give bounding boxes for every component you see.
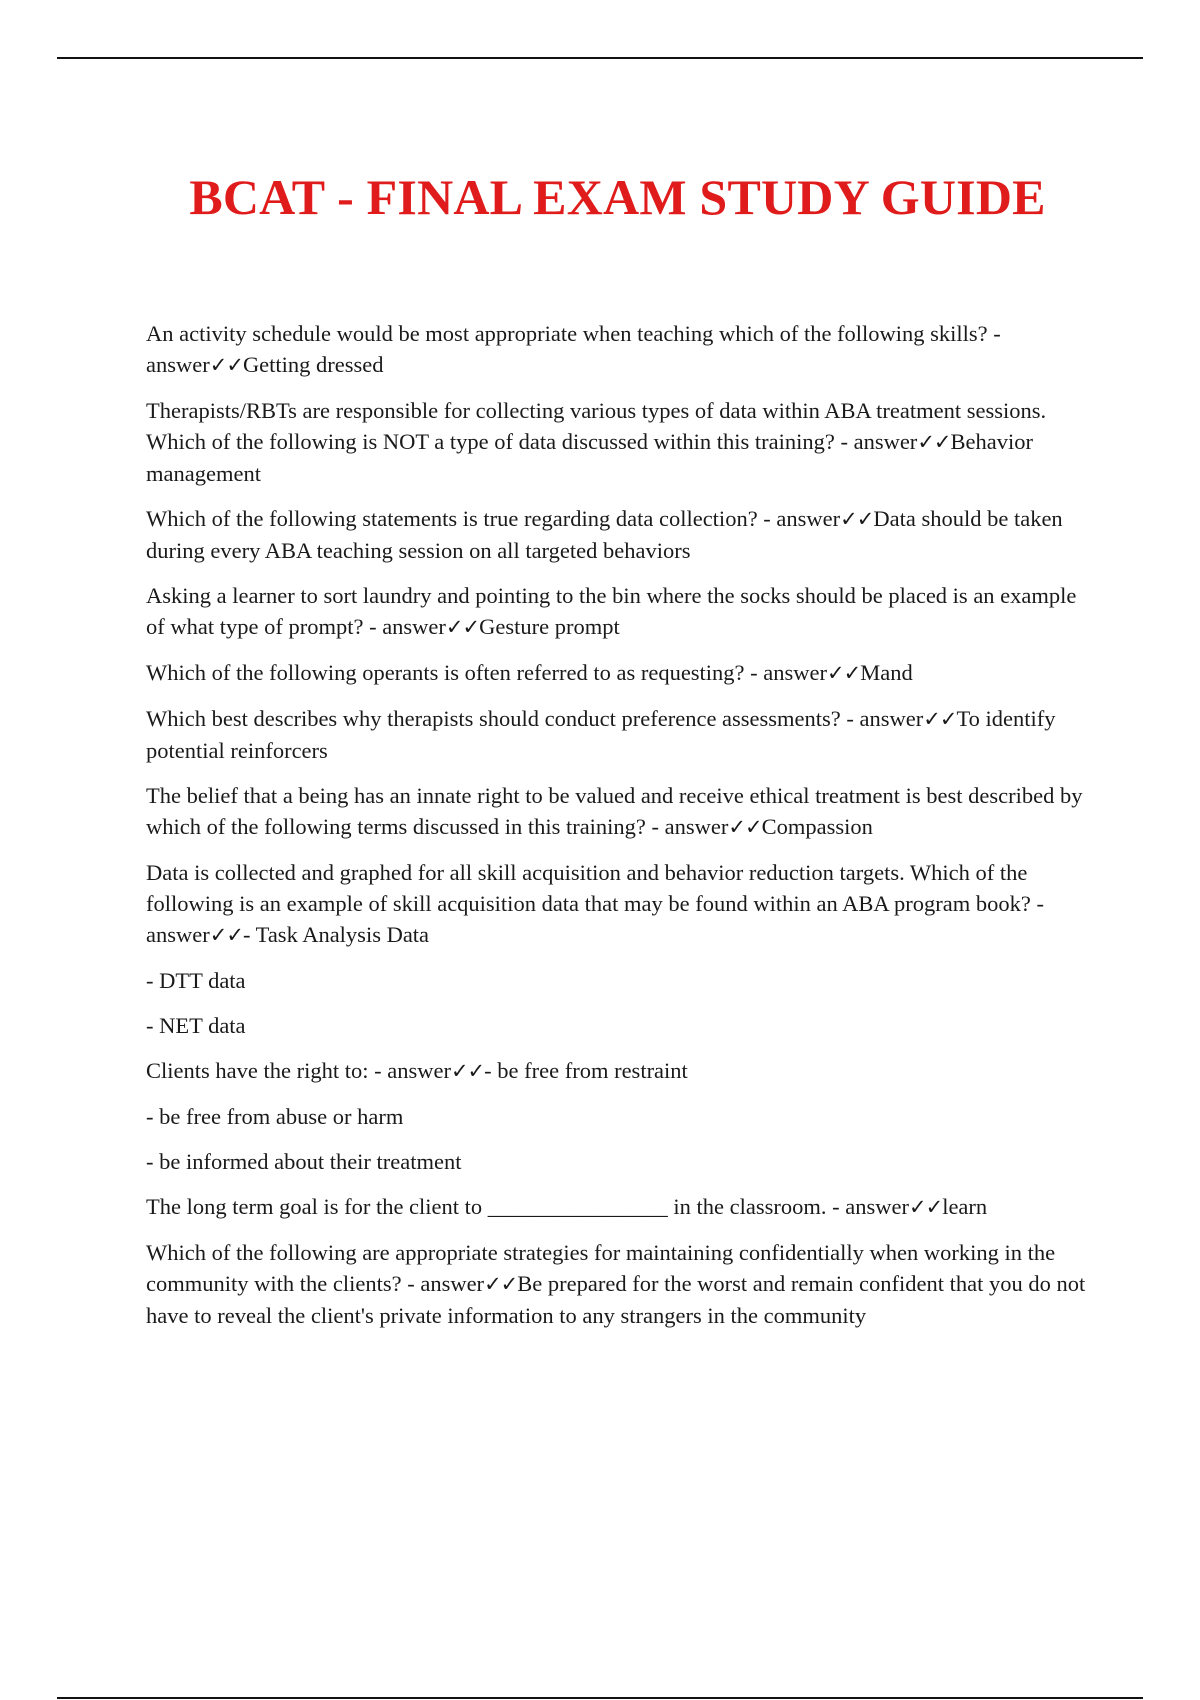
answer-text: learn [942,1194,988,1219]
answer-label [854,429,951,454]
qa-item [146,318,1096,381]
answer-text: Behavior management [146,429,1033,486]
answer-text: - be free from restraint [484,1058,688,1083]
answer-marker: answer [146,352,210,377]
answer-label [420,1271,517,1296]
document-title: BCAT - FINAL EXAM STUDY GUIDE [189,169,1046,225]
answer-marker: answer [664,814,729,839]
list-item: - DTT data [146,968,246,993]
top-rule [57,57,1143,59]
question-text: The belief that a being has an innate right to be valued and receive ethical treatment is best described by which of the following terms discussed in this training? - [146,783,1083,839]
answer-text: Mand [860,660,913,685]
double-check-icon: ✓✓ [484,1272,518,1296]
qa-item [146,857,1096,951]
qa-item [146,580,1096,643]
answer-label [387,1058,484,1083]
answer-label [860,706,957,731]
answer-text: Compassion [761,814,873,839]
list-item: - NET data [146,1013,246,1038]
question-text: An activity schedule would be most appropriate when teaching which of the following skills? - [146,321,1001,346]
double-check-icon: ✓✓ [923,707,957,731]
answer-text: Gesture prompt [479,614,620,639]
qa-item [146,1237,1096,1331]
answer-label [845,1194,942,1219]
answer-text: Getting dressed [242,352,384,377]
answer-marker: answer [387,1058,451,1083]
answer-marker: answer [146,922,210,947]
qa-item [146,703,1096,766]
question-text: Which of the following statements is true regarding data collection? - [146,506,771,531]
answer-label [382,614,479,639]
answer-label [146,352,243,377]
answer-label [763,660,860,685]
double-check-icon: ✓✓ [728,815,762,839]
qa-item [146,503,1096,566]
answer-marker: answer [382,614,446,639]
double-check-icon: ✓✓ [445,615,480,639]
answer-marker: answer [776,506,841,531]
answer-text: To identify potential reinforcers [146,706,1056,763]
list-item: - be informed about their treatment [146,1149,462,1174]
answer-marker: answer [853,429,918,454]
question-text: Which of the following operants is often referred to as requesting? - [146,660,758,685]
question-text: The long term goal is for the client to ________________ in the classroom. - [146,1194,840,1219]
answer-marker: answer [859,706,924,731]
double-check-icon: ✓✓ [450,1059,485,1083]
double-check-icon: ✓✓ [209,353,243,377]
answer-text: Data should be taken during every ABA teaching session on all targeted behaviors [146,506,1063,563]
answer-marker: answer [763,660,828,685]
double-check-icon: ✓✓ [917,430,951,454]
answer-text: - Task Analysis Data [242,922,430,947]
qa-item [146,395,1096,489]
answer-label [776,506,873,531]
qa-item [146,1055,1096,1087]
double-check-icon: ✓✓ [827,661,861,685]
answer-label [146,922,243,947]
answer-marker: answer [420,1271,485,1296]
question-text: Which best describes why therapists should conduct preference assessments? - [146,706,854,731]
double-check-icon: ✓✓ [908,1195,943,1219]
bottom-rule [57,1697,1143,1699]
question-text: Which of the following are appropriate strategies for maintaining confidentially when working in the community with the clients? - [146,1240,1056,1296]
answer-label [665,814,762,839]
qa-item [146,1191,1096,1223]
qa-item [146,657,1096,689]
double-check-icon: ✓✓ [209,923,243,947]
answer-marker: answer [845,1194,909,1219]
question-text: Asking a learner to sort laundry and pointing to the bin where the socks should be placed is an example of what type of prompt? - [146,583,1077,639]
qa-item [146,780,1096,843]
question-text: Therapists/RBTs are responsible for collecting various types of data within ABA treatment sessions. Which of the following is NOT a type of data discussed within this training? - [146,398,1047,454]
double-check-icon: ✓✓ [840,507,874,531]
study-guide-content [146,318,1096,1345]
question-text: Clients have the right to: - [146,1058,382,1083]
answer-text: Be prepared for the worst and remain confident that you do not have to reveal the client's private information to any strangers in the community [146,1271,1086,1328]
question-text: Data is collected and graphed for all skill acquisition and behavior reduction targets. Which of the following is an example of skill acquisition data that may be found within an ABA program book? - [146,860,1044,916]
list-item: - be free from abuse or harm [146,1104,404,1129]
